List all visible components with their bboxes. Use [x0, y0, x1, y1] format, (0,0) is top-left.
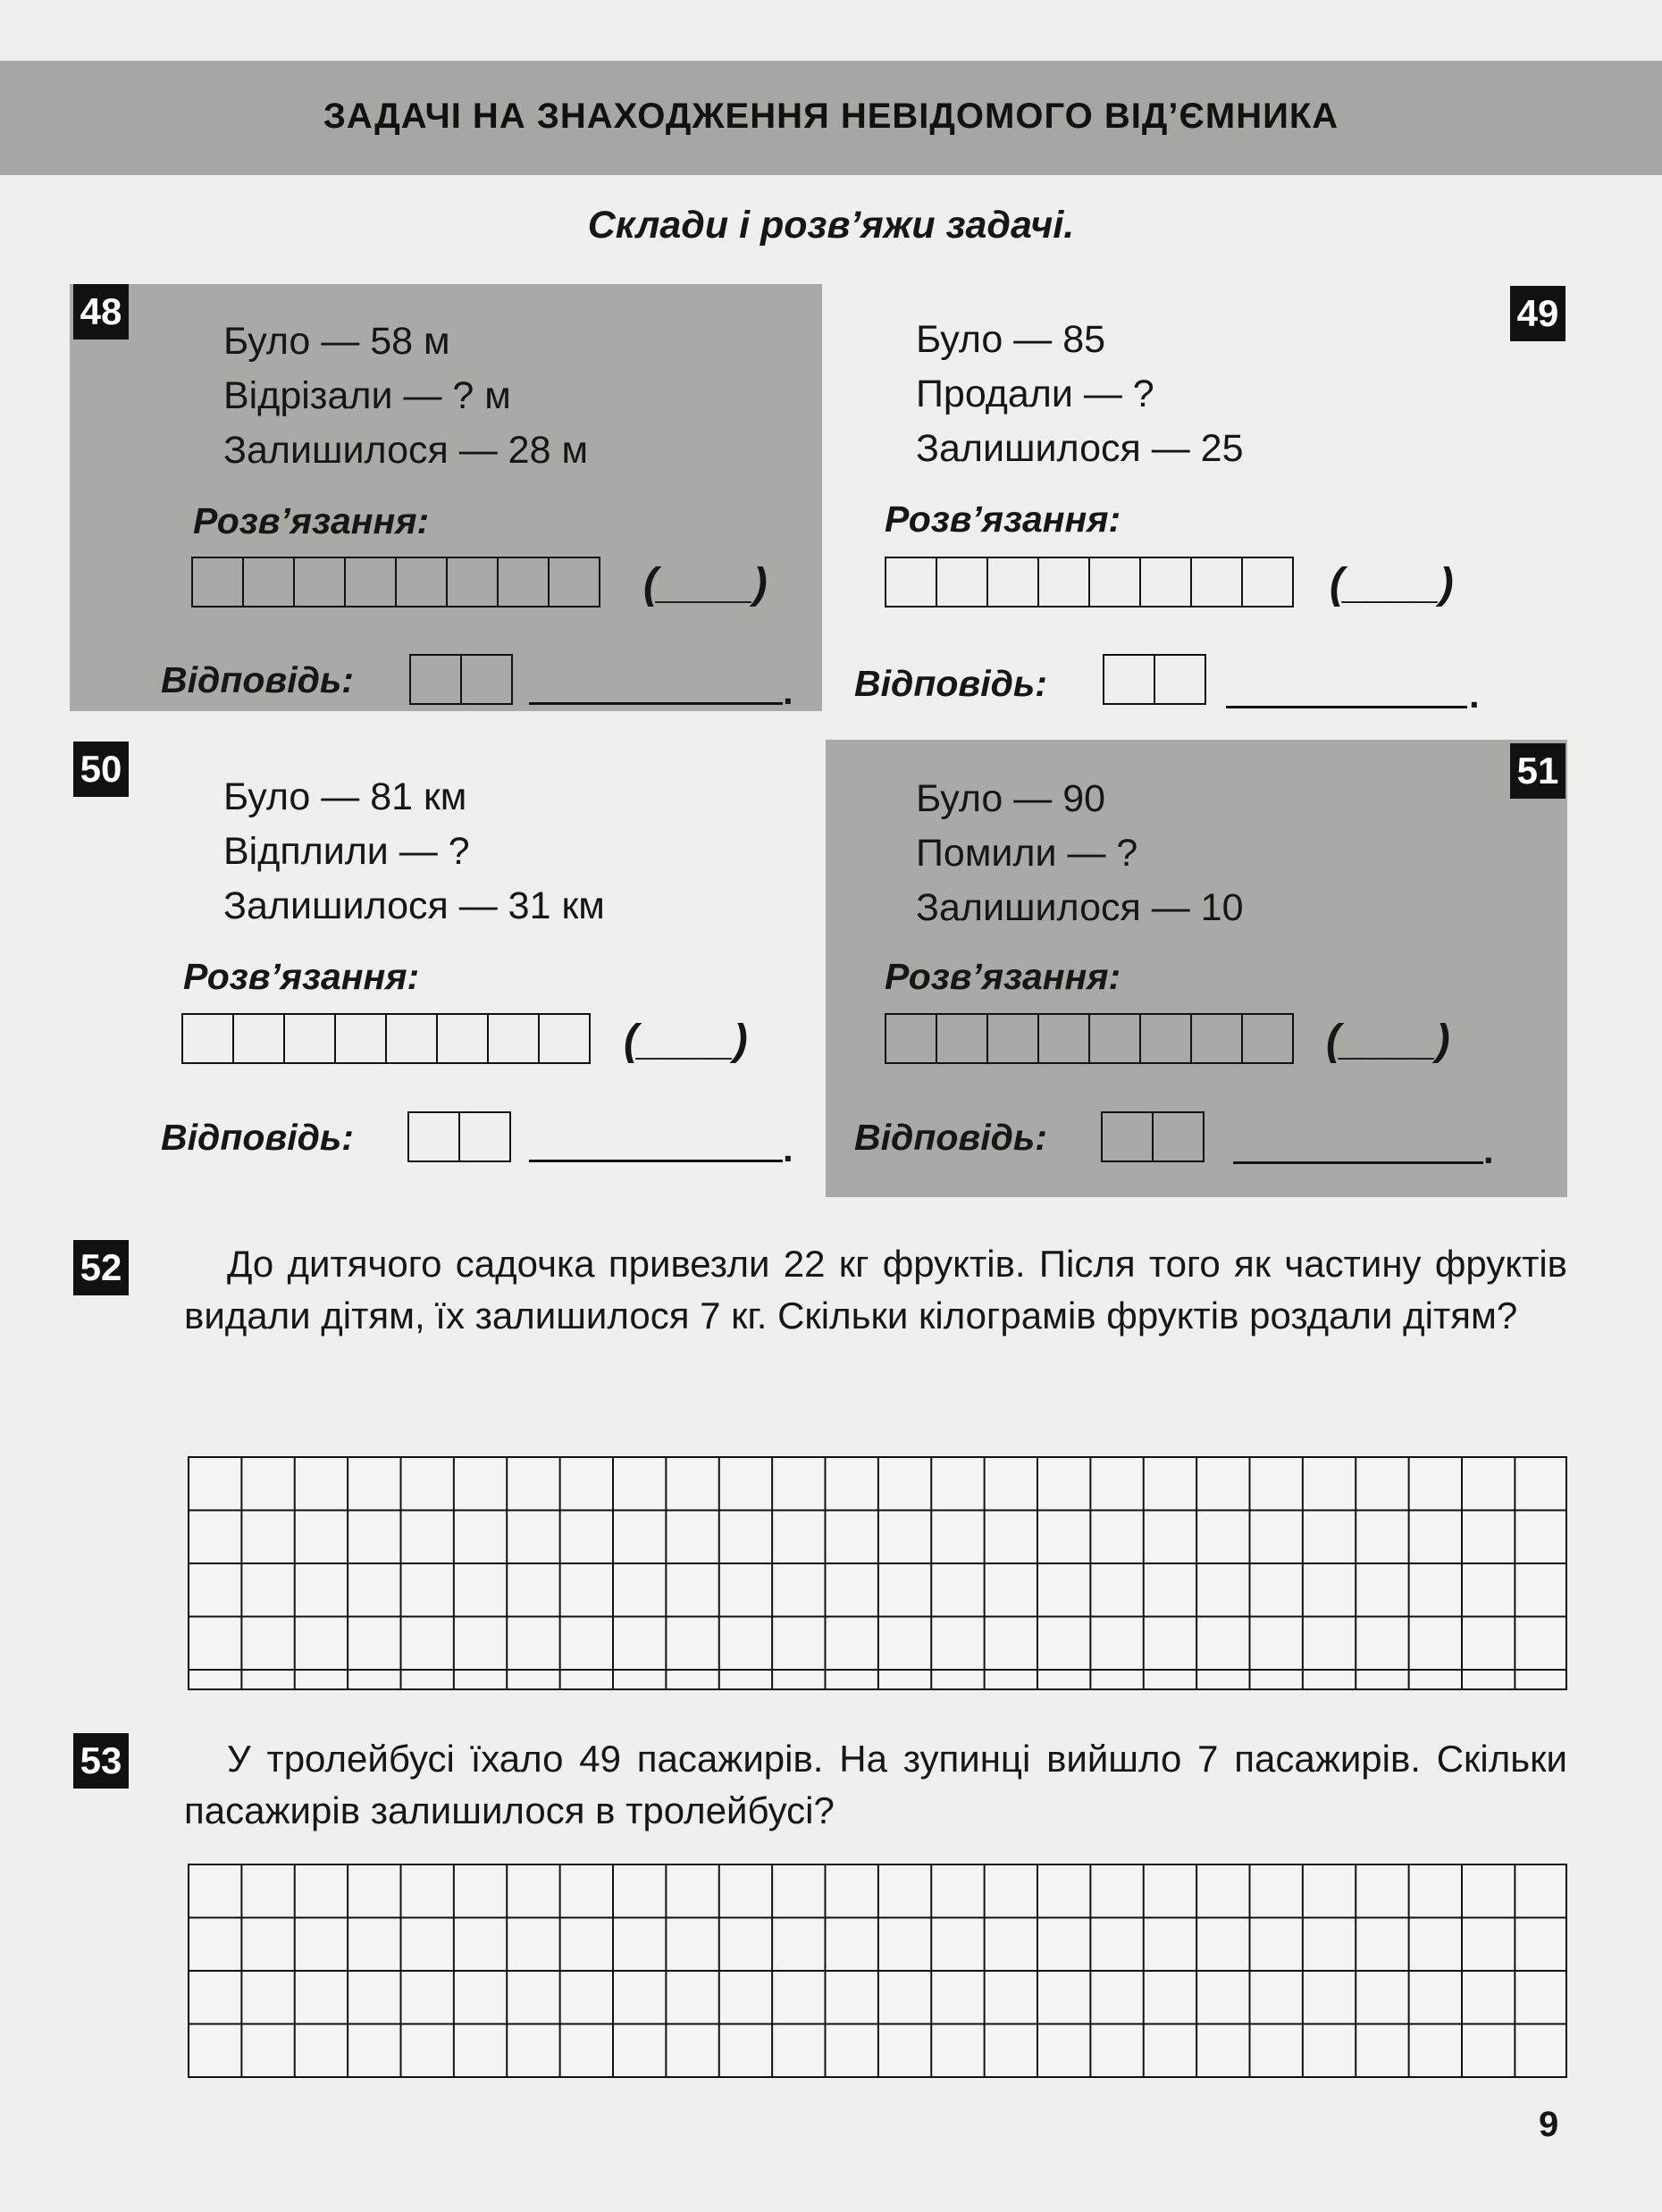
answer-label: Відповідь: [161, 1117, 354, 1158]
task-number-badge: 48 [73, 284, 129, 339]
task-line: Було — 90 [916, 777, 1106, 820]
unit-paren: (____) [643, 560, 768, 607]
task-number-badge: 49 [1510, 286, 1565, 341]
solution-cells[interactable] [191, 557, 600, 607]
unit-paren: (____) [1330, 560, 1454, 607]
answer-cells[interactable] [409, 654, 513, 705]
answer-label: Відповідь: [854, 1117, 1047, 1158]
answer-line[interactable] [1226, 706, 1467, 708]
problem-text: У тролейбусі їхало 49 пасажирів. На зупинці вийшло 7 пасажирів. Скільки пасажирів залишилося в тролейбусі? [184, 1738, 1567, 1831]
solution-label: Розв’язання: [885, 499, 1121, 540]
task-number-badge: 51 [1510, 743, 1565, 799]
instructions: Склади і розв’яжи задачі. [587, 204, 1075, 247]
answer-dot: . [1483, 1129, 1494, 1171]
answer-label: Відповідь: [854, 663, 1047, 704]
problem-number-badge: 53 [73, 1733, 129, 1789]
answer-cells[interactable] [1101, 1111, 1205, 1162]
problem-text: До дитячого садочка привезли 22 кг фруктів. Після того як частину фруктів видали дітям, їх залишилося 7 кг. Скільки кілограмів фруктів роздали дітям? [184, 1243, 1567, 1336]
answer-dot: . [1469, 674, 1480, 716]
solution-label: Розв’язання: [183, 956, 420, 997]
task-line: Відрізали — ? м [223, 374, 511, 417]
unit-paren: (____) [1326, 1017, 1450, 1064]
task-line: Було — 58 м [223, 320, 450, 363]
unit-paren: (____) [624, 1017, 748, 1064]
task-line: Залишилося — 25 [916, 427, 1244, 470]
solution-label: Розв’язання: [885, 956, 1121, 997]
task-line: Залишилося — 28 м [223, 429, 589, 472]
solution-cells[interactable] [181, 1013, 591, 1064]
answer-label: Відповідь: [161, 659, 354, 700]
answer-cells[interactable] [407, 1111, 511, 1162]
answer-line[interactable] [529, 702, 783, 705]
solution-cells[interactable] [885, 1013, 1294, 1064]
task-line: Помили — ? [916, 832, 1138, 875]
answer-dot: . [783, 670, 793, 712]
task-line: Відплили — ? [223, 830, 470, 873]
solution-cells[interactable] [885, 557, 1294, 607]
solution-label: Розв’язання: [193, 500, 430, 541]
answer-grid[interactable] [188, 1456, 1567, 1690]
task-number-badge: 50 [73, 742, 129, 797]
answer-line[interactable] [1233, 1161, 1483, 1164]
problem-number-badge: 52 [73, 1240, 129, 1295]
answer-cells[interactable] [1103, 654, 1206, 705]
task-line: Було — 85 [916, 318, 1106, 361]
answer-line[interactable] [529, 1160, 783, 1162]
task-line: Залишилося — 31 км [223, 884, 605, 927]
answer-dot: . [783, 1127, 793, 1169]
page-number: 9 [1539, 2105, 1559, 2144]
task-line: Було — 81 км [223, 775, 467, 818]
page-title: ЗАДАЧІ НА ЗНАХОДЖЕННЯ НЕВІДОМОГО ВІД’ЄМНИКА [323, 96, 1339, 136]
task-line: Залишилося — 10 [916, 886, 1244, 929]
answer-grid[interactable] [188, 1864, 1567, 2078]
task-line: Продали — ? [916, 373, 1154, 415]
